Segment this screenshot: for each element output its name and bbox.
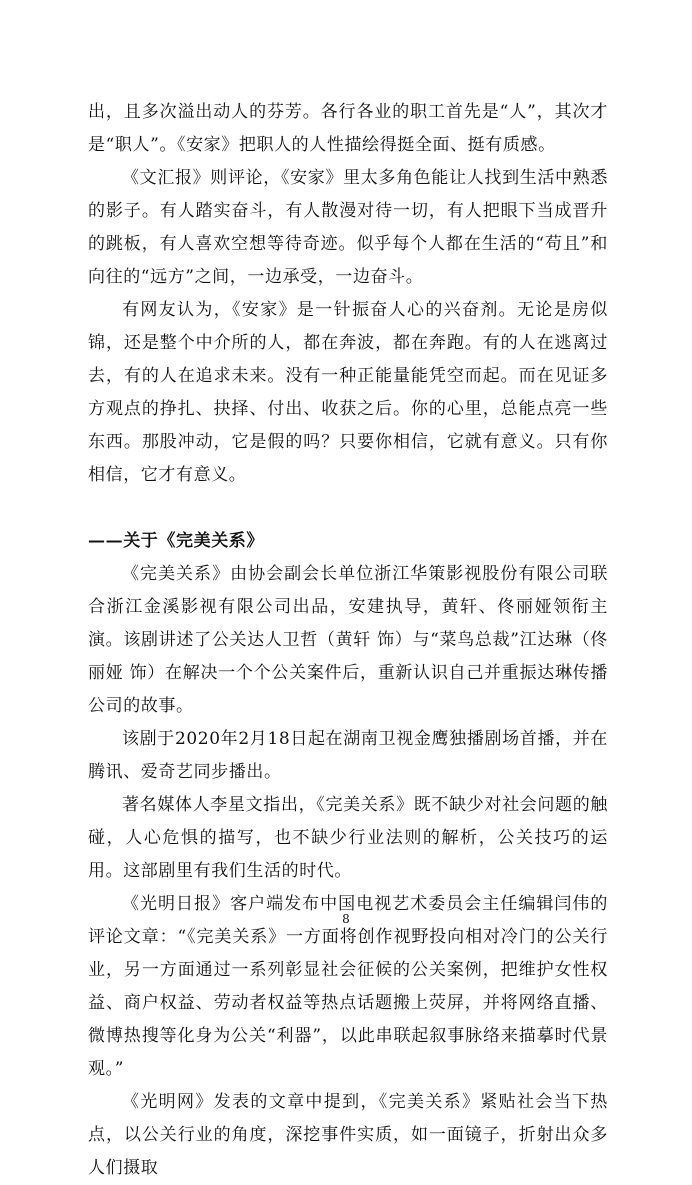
paragraph-drama-intro: 《完美关系》由协会副会长单位浙江华策影视股份有限公司联合浙江金溪影视有限公司出品，安建执导，黄轩、佟丽娅领衔主演。该剧讲述了公关达人卫哲（黄轩 饰）与“菜鸟总裁”江达琳（佟丽娅 饰）在解决一个个公关案件后，重新认识自己并重振达琳传播公司的故事。 <box>88 564 608 716</box>
paragraph-guangming-daily: 《光明日报》客户端发布中国电视艺术委员会主任编辑闫伟的评论文章：“《完美关系》一方面将创作视野投向相对冷门的公关行业，另一方面通过一系列彰显社会征候的公关案例，把维护女性权益、商户权益、劳动者权益等热点话题搬上荧屏，并将网络直播、微博热搜等化身为公关“利器”，以此串联起叙事脉络来描摹时代景观。” <box>88 894 608 1079</box>
page-number: 8 <box>342 912 350 926</box>
paragraph-broadcast-info: 该剧于2020年2月18日起在湖南卫视金鹰独播剧场首播，并在腾讯、爱奇艺同步播出。 <box>88 729 608 782</box>
paragraph-guangming-net: 《光明网》发表的文章中提到，《完美关系》紧贴社会当下热点，以公关行业的角度，深挖事件实质，如一面镜子，折射出众多人们摄取 <box>88 1092 608 1178</box>
paragraph-netizen-opinion: 有网友认为，《安家》是一针振奋人心的兴奋剂。无论是房似锦，还是整个中介所的人，都在奔波，都在奔跑。有的人在逃离过去，有的人在追求未来。没有一种正能量能凭空而起。而在见证多方观点的挣扎、抉择、付出、收获之后。你的心里，总能点亮一些东西。那股冲动，它是假的吗？只要你相信，它就有意义。只有你相信，它才有意义。 <box>88 300 608 485</box>
paragraph-media-comment: 著名媒体人李星文指出，《完美关系》既不缺少对社会问题的触碰，人心危惧的描写，也不缺少行业法则的解析，公关技巧的运用。这部剧里有我们生活的时代。 <box>88 795 608 881</box>
document-body <box>88 96 608 1185</box>
paragraph-continuation: 出，且多次溢出动人的芬芳。各行各业的职工首先是“人”，其次才是“职人”。《安家》把职人的人性描绘得挺全面、挺有质感。 <box>88 102 608 155</box>
paragraph-wenhui-review: 《文汇报》则评论，《安家》里太多角色能让人找到生活中熟悉的影子。有人踏实奋斗，有人散漫对待一切，有人把眼下当成晋升的跳板，有人喜欢空想等待奇迹。似乎每个人都在生活的“苟且”和向往的“远方”之间，一边承受，一边奋斗。 <box>88 168 608 287</box>
section-spacer <box>88 492 608 525</box>
section-heading: ——关于《完美关系》 <box>88 531 264 551</box>
